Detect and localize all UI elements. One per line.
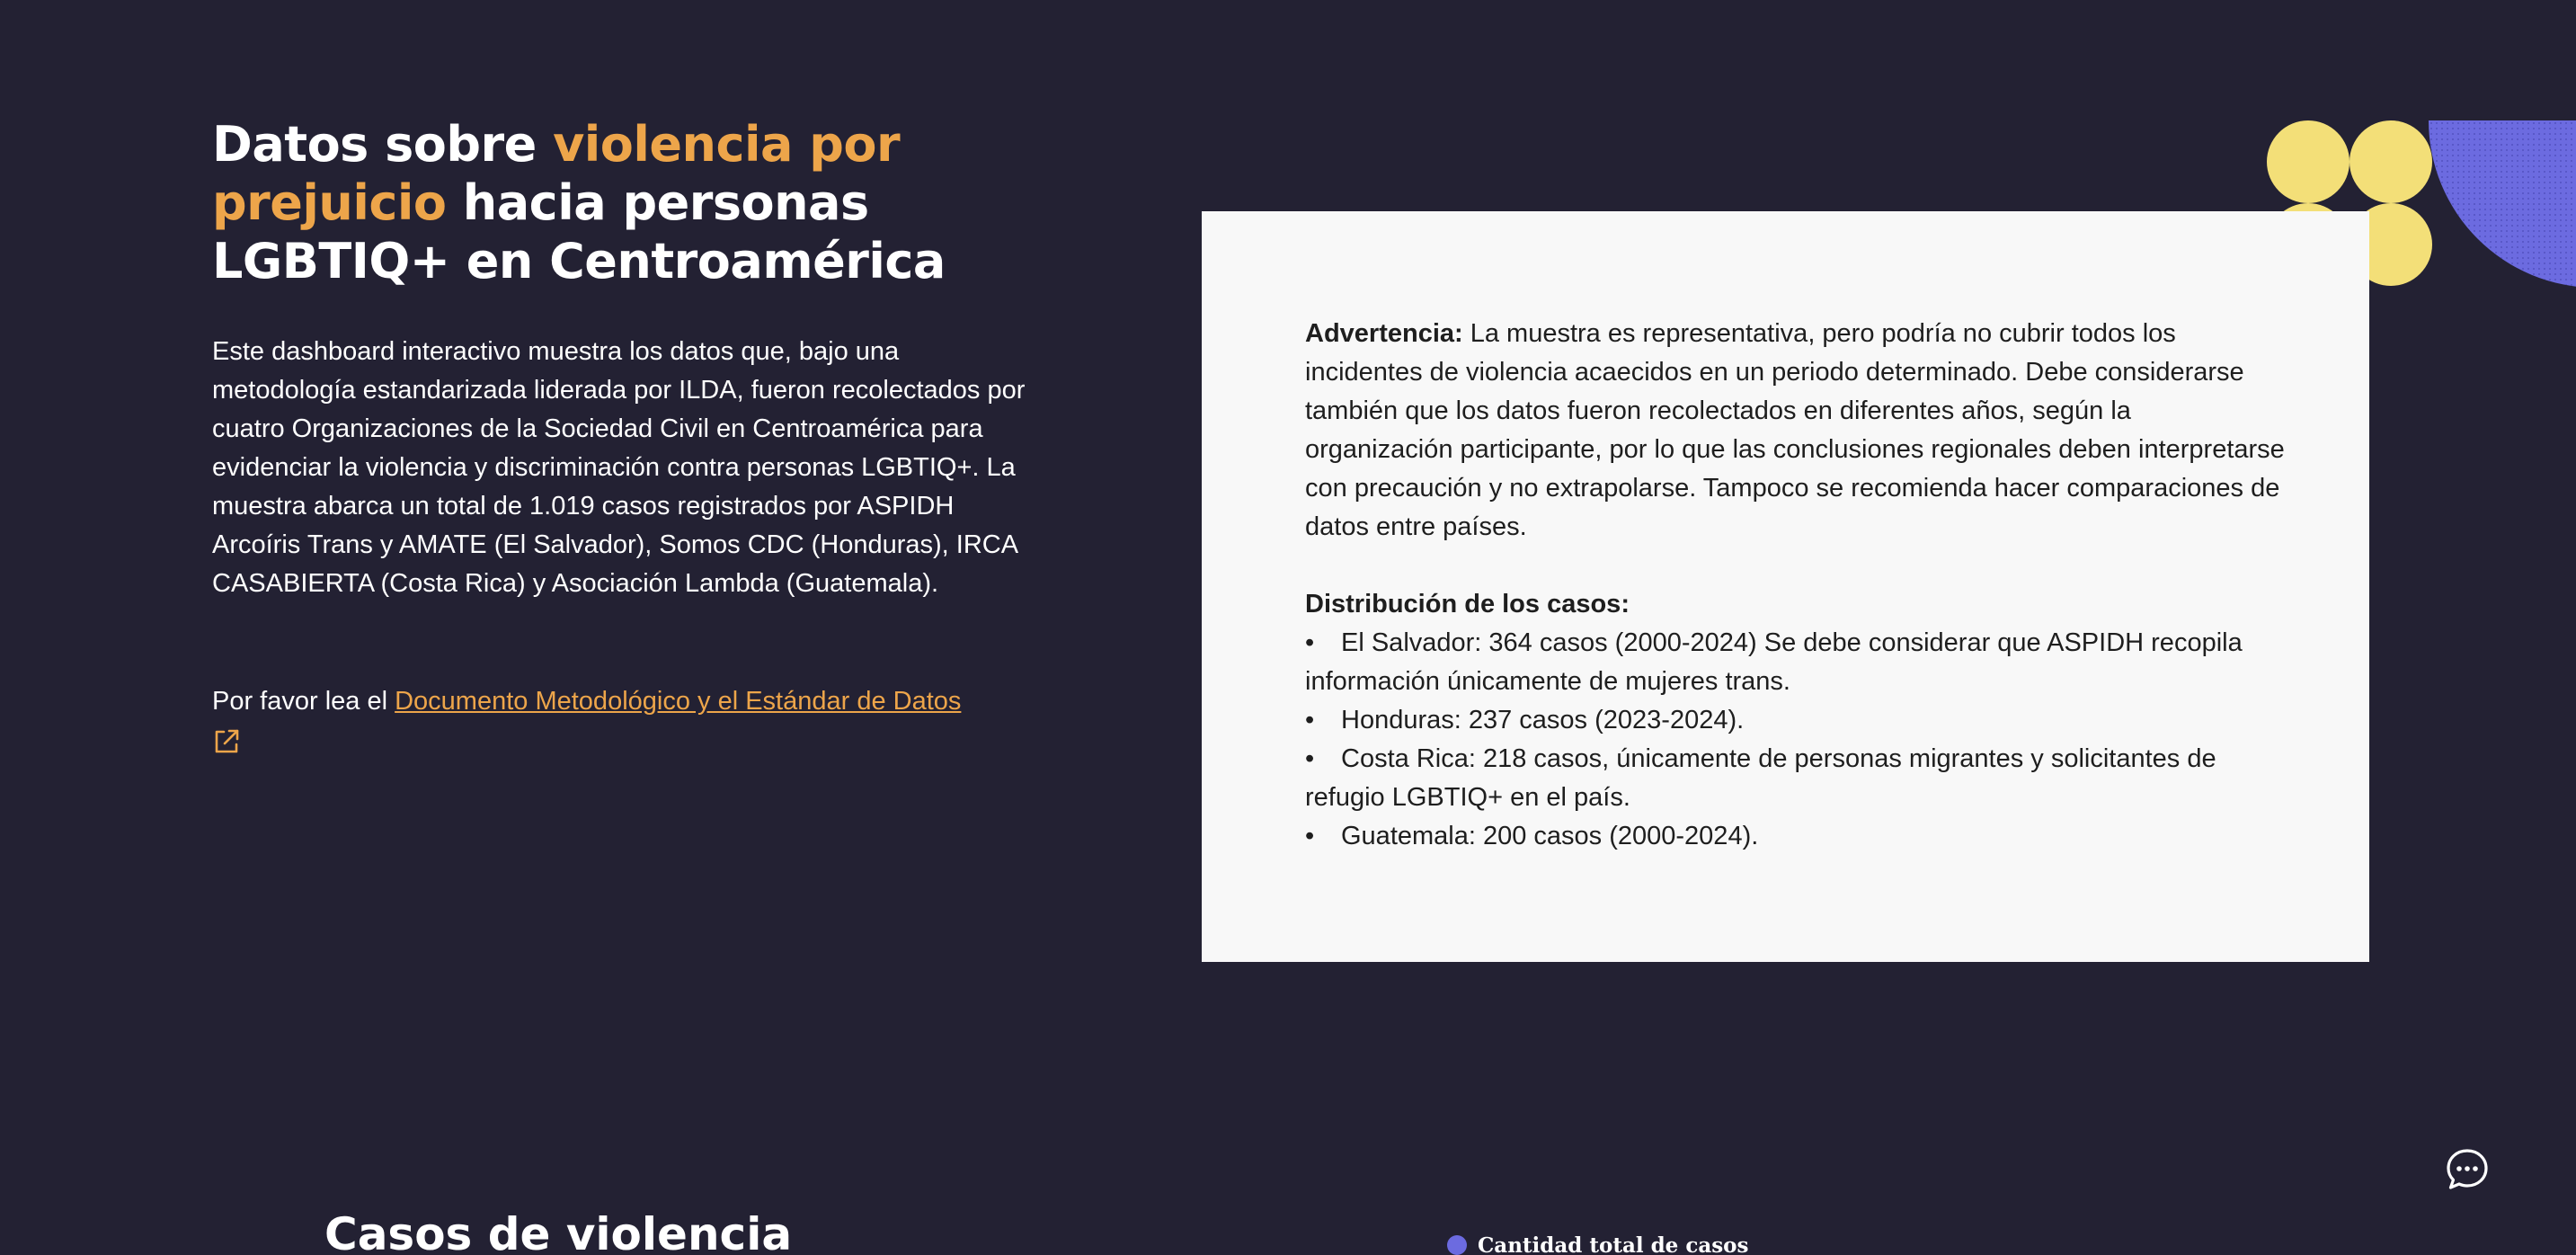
legend-label: Cantidad total de casos: [1478, 1233, 1749, 1255]
section-title: Casos de violencia: [324, 1208, 793, 1255]
legend-swatch: [1447, 1235, 1467, 1255]
title-part-1: Datos sobre: [212, 116, 554, 173]
list-item-text: Guatemala: 200 casos (2000-2024).: [1341, 822, 1759, 850]
page-title: [212, 115, 1003, 290]
warning-text: [1305, 315, 2285, 547]
external-link-icon[interactable]: [212, 727, 241, 756]
title-accent: violencia por prejuicio: [212, 116, 901, 231]
title-part-2: hacia personas LGBTIQ+ en Centroamérica: [212, 174, 946, 289]
document-prefix: Por favor lea el: [212, 687, 395, 716]
warning-body: La muestra es representativa, pero podría no cubrir todos los incidentes de violencia acaecidos en un periodo determinado. Debe considerarse también que los datos fueron recolectados en diferentes años, según la organización participante, por lo que las conclusiones regionales deben interpretarse con precaución y no extrapolarse. Tampoco se recomienda hacer comparaciones de datos entre países.: [1305, 319, 2285, 541]
bullet: •: [1305, 628, 1315, 657]
bullet: •: [1305, 706, 1315, 734]
decorative-quarter-circle: [2429, 120, 2576, 288]
distribution-title: Distribución de los casos:: [1305, 590, 1630, 619]
document-line: [212, 681, 1057, 763]
warning-card-body: [1305, 315, 2285, 856]
distribution-list: [1305, 624, 2285, 856]
list-item-text: Honduras: 237 casos (2023-2024).: [1341, 706, 1745, 734]
list-item: [1305, 624, 2285, 701]
methodology-document-link[interactable]: Documento Metodológico y el Estándar de Datos: [395, 687, 962, 716]
list-item: [1305, 701, 2285, 740]
list-item-text: Costa Rica: 218 casos, únicamente de personas migrantes y solicitantes de refugio LGBTIQ+ en el país.: [1305, 744, 2216, 812]
list-item: [1305, 740, 2285, 817]
warning-card: [1202, 211, 2369, 962]
intro-paragraph: Este dashboard interactivo muestra los datos que, bajo una metodología estandarizada liderada por ILDA, fueron recolectados por cuatro Organizaciones de la Sociedad Civil en Centroamérica para evidenciar la violencia y discriminación contra personas LGBTIQ+. La muestra abarca un total de 1.019 casos registrados por ASPIDH Arcoíris Trans y AMATE (El Salvador), Somos CDC (Honduras), IRCA CASABIERTA (Costa Rica) y Asociación Lambda (Guatemala).: [212, 337, 1026, 598]
bullet: •: [1305, 744, 1315, 773]
list-item-text: El Salvador: 364 casos (2000-2024) Se debe considerar que ASPIDH recopila información únicamente de mujeres trans.: [1305, 628, 2243, 696]
bullet: •: [1305, 822, 1315, 850]
warning-label: Advertencia:: [1305, 319, 1463, 348]
list-item: [1305, 817, 2285, 856]
chart-legend: [1447, 1232, 1748, 1255]
chat-bubble-icon: [2445, 1147, 2490, 1192]
chat-button[interactable]: [2445, 1147, 2490, 1192]
